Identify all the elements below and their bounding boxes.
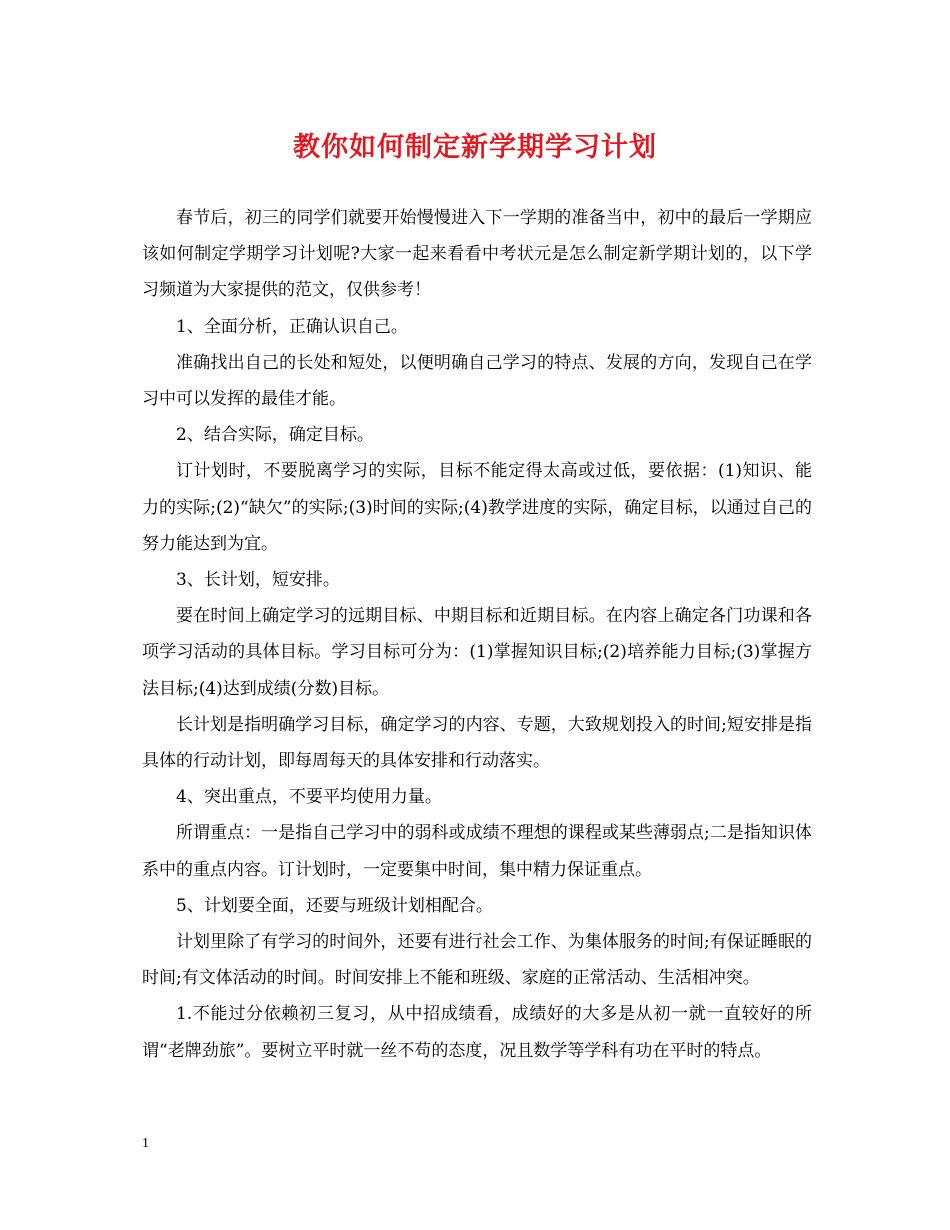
heading-2: 2、结合实际，确定目标。: [176, 425, 374, 446]
document-title: 教你如何制定新学期学习计划: [293, 132, 657, 163]
paragraph: 订计划时，不要脱离学习的实际，目标不能定得太高或过低，要依据：(1)知识、能力的实际;(2)“缺欠”的实际;(3)时间的实际;(4)教学进度的实际，确定目标，以通过自己的努力能达到为宜。: [142, 461, 812, 554]
heading-3: 3、长计划，短安排。: [176, 570, 340, 591]
heading-1: 1、全面分析，正确认识自己。: [176, 316, 408, 337]
paragraph: 1.不能过分依赖初三复习，从中招成绩看，成绩好的大多是从初一就一直较好的所谓“老牌劲旅”。要树立平时就一丝不苟的态度，况且数学等学科有功在平时的特点。: [142, 1004, 812, 1061]
paragraph: 所谓重点：一是指自己学习中的弱科或成绩不理想的课程或某些薄弱点;二是指知识体系中的重点内容。订计划时，一定要集中时间，集中精力保证重点。: [142, 823, 812, 880]
heading-4: 4、突出重点，不要平均使用力量。: [176, 787, 442, 808]
heading-5: 5、计划要全面，还要与班级计划相配合。: [176, 895, 493, 916]
paragraph: 要在时间上确定学习的远期目标、中期目标和近期目标。在内容上确定各门功课和各项学习活动的具体目标。学习目标可分为：(1)掌握知识目标;(2)培养能力目标;(3)掌握方法目标;(4)达到成绩(分数)目标。: [142, 606, 812, 699]
paragraph: 准确找出自己的长处和短处，以便明确自己学习的特点、发展的方向，发现自己在学习中可以发挥的最佳才能。: [142, 352, 812, 410]
document-body: [142, 200, 812, 1069]
paragraph: 计划里除了有学习的时间外，还要有进行社会工作、为集体服务的时间;有保证睡眠的时间;有文体活动的时间。时间安排上不能和班级、家庭的正常活动、生活相冲突。: [142, 932, 812, 989]
page-number: 1: [142, 1136, 149, 1151]
paragraph: 长计划是指明确学习目标，确定学习的内容、专题，大致规划投入的时间;短安排是指具体的行动计划，即每周每天的具体安排和行动落实。: [142, 714, 812, 772]
paragraph-intro: 春节后，初三的同学们就要开始慢慢进入下一学期的准备当中，初中的最后一学期应该如何制定学期学习计划呢?大家一起来看看中考状元是怎么制定新学期计划的，以下学习频道为大家提供的范文，仅供参考！: [142, 208, 812, 301]
